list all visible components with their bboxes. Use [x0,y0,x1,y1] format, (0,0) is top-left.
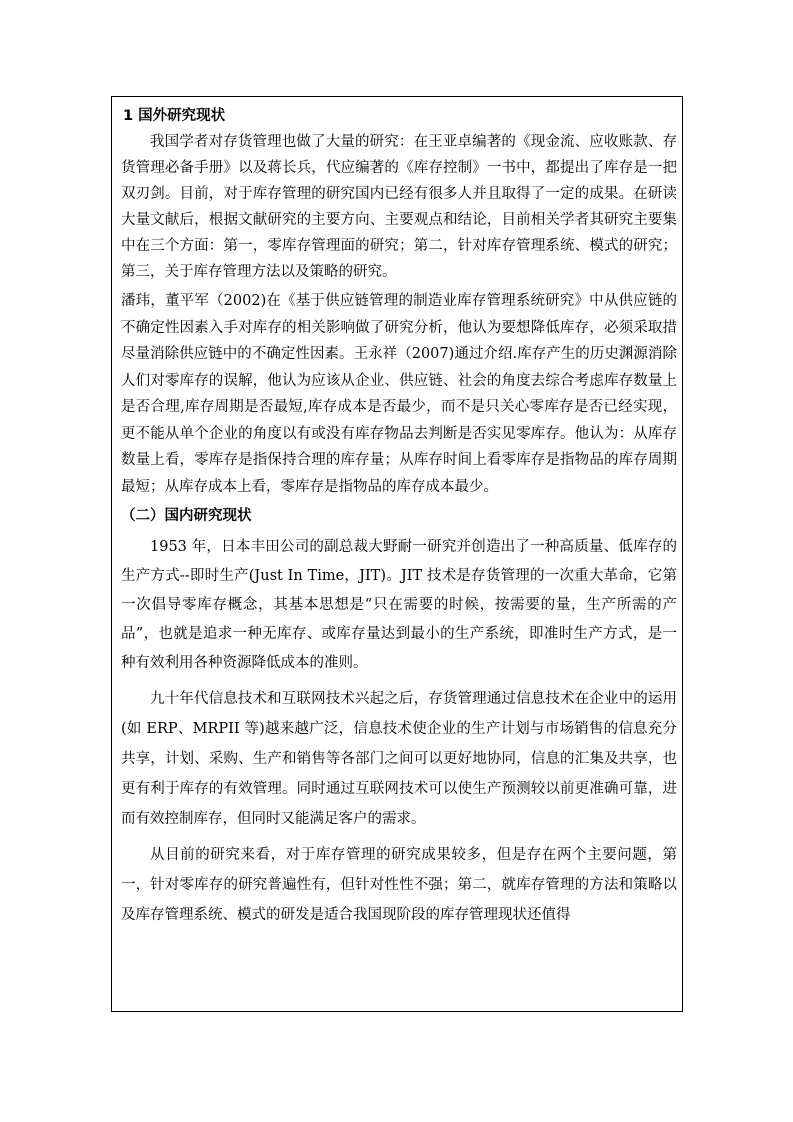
document-content [121,103,677,930]
heading-foreign-research: 1 国外研究现状 [123,108,226,124]
paragraph-information-technology: 九十年代信息技术和互联网技术兴起之后，存货管理通过信息技术在企业中的运用(如 ERP、MRPII 等)越来越广泛，信息技术使企业的生产计划与市场销售的信息充分共享，计划、采购、生产和销售等各部门之间可以更好地协同，信息的汇集及共享，也更有利于库存的有效管理。同时通过互联网技术可以使生产预测较以前更准确可靠，进而有效控制库存，但同时又能满足客户的需求。 [121,691,677,827]
paragraph-jit: 1953 年，日本丰田公司的副总裁大野耐一研究并创造出了一种高质量、低库存的生产方式--即时生产(Just In Time，JIT)。JIT 技术是存货管理的一次重大革命，它第一次倡导零库存概念，其基本思想是“只在需要的时候，按需要的量，生产所需的产品”，也就是追求一种无库存、或库存量达到最小的生产系统，即准时生产方式，是一种有效利用各种资源降低成本的准则。 [121,539,677,671]
paragraph-foreign-research: 我国学者对存货管理也做了大量的研究：在王亚卓编著的《现金流、应收账款、存货管理必备手册》以及蒋长兵，代应编著的《库存控制》一书中，都提出了库存是一把双刃剑。目前，对于库存管理的研究国内已经有很多人并且取得了一定的成果。在研读大量文献后，根据文献研究的主要方向、主要观点和结论，目前相关学者其研究主要集中在三个方面：第一，零库存管理面的研究；第二，针对库存管理系统、模式的研究；第三，关于库存管理方法以及策略的研究。 [121,134,677,280]
paragraph-current-research: 从目前的研究来看，对于库存管理的研究成果较多，但是存在两个主要问题，第一，针对零库存的研究普遍性有，但针对性性不强；第二，就库存管理的方法和策略以及库存管理系统、模式的研发是适合我国现阶段的库存管理现状还值得 [121,847,677,923]
document-frame [111,96,683,1012]
heading-domestic-research: （二）国内研究现状 [121,508,252,524]
paragraph-pan-wei: 潘玮，董平军（2002)在《基于供应链管理的制造业库存管理系统研究》中从供应链的不确定性因素入手对库存的相关影响做了研究分析，他认为要想降低库存，必须采取措尽量消除供应链中的不确定性因素。王永祥（2007)通过介绍.库存产生的历史渊源消除人们对零库存的误解，他认为应该从企业、供应链、社会的角度去综合考虑库存数量上是否合理,库存周期是否最短,库存成本是否最少，而不是只关心零库存是否已经实现，更不能从单个企业的角度以有或没有库存物品去判断是否实见零库存。他认为：从库存数量上看，零库存是指保持合理的库存量；从库存时间上看零库存是指物品的库存周期最短；从库存成本上看，零库存是指物品的库存成本最少。 [121,293,677,495]
